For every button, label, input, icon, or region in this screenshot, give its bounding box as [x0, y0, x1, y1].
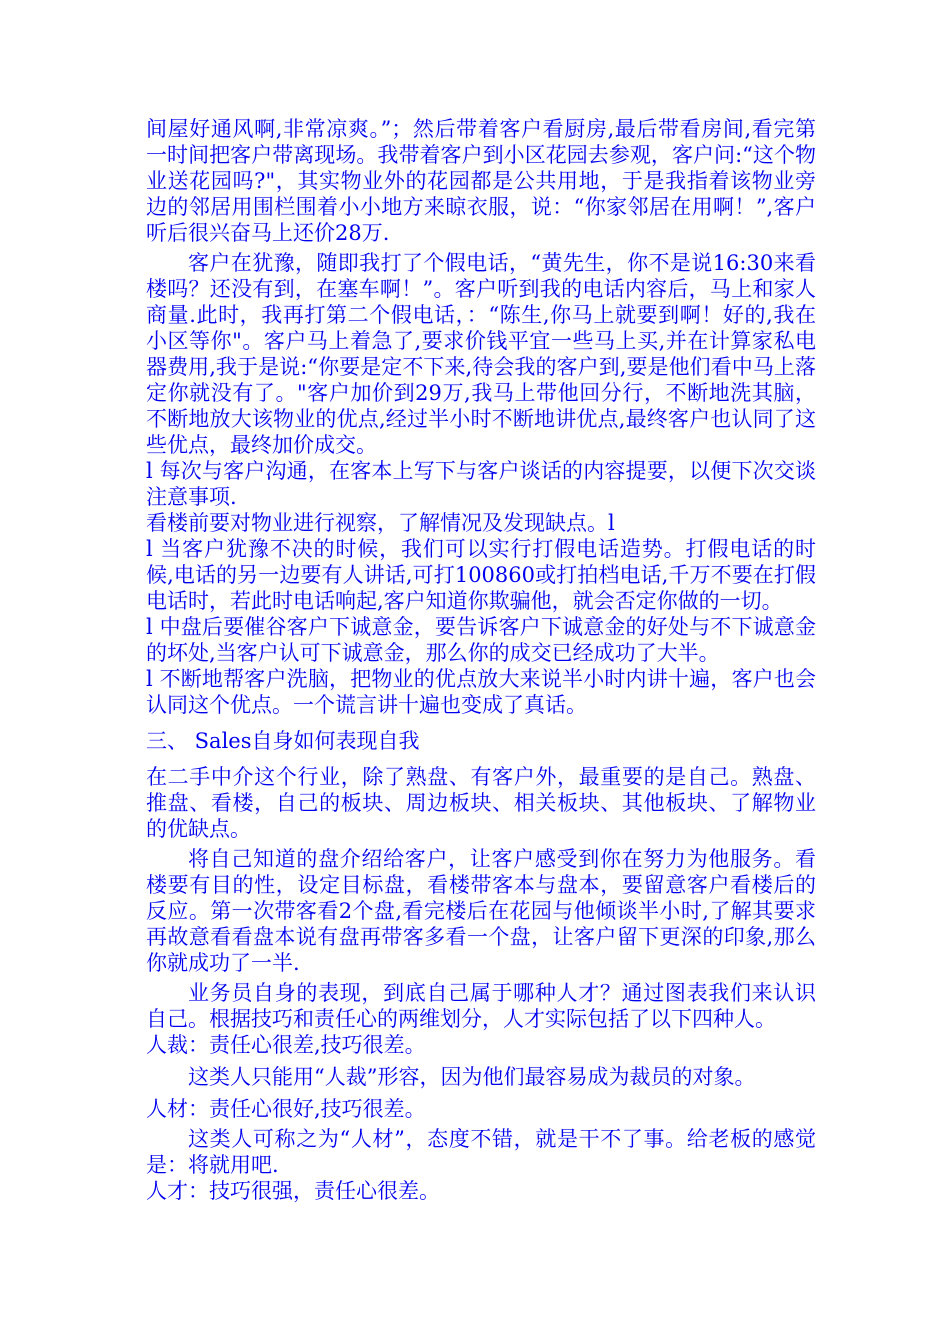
tip-item-repeat-advantages: l 不断地帮客户洗脑，把物业的优点放大来说半小时内讲十遍，客户也会认同这个优点。一个谎言讲十遍也变成了真话。 [146, 667, 816, 717]
tip-item-deposit: l 中盘后要催谷客户下诚意金，要告诉客户下诚意金的好处与不下诚意金的坏处,当客户认可下诚意金，那么你的成交已经成功了大半。 [146, 615, 816, 665]
talent-type-description-material: 这类人可称之为“人材”，态度不错，就是干不了事。给老板的感觉是：将就用吧. [146, 1127, 816, 1177]
talent-type-heading-rencai-cut: 人裁：责任心很差,技巧很差。 [146, 1033, 426, 1057]
paragraph-talent-types: 业务员自身的表现，到底自己属于哪种人才？通过图表我们来认识自己。根据技巧和责任心的两维划分，人才实际包括了以下四种人。 [146, 981, 816, 1031]
tip-item-record-notes: l 每次与客户沟通，在客本上写下与客户谈话的内容提要，以便下次交谈注意事项. [146, 459, 816, 509]
section-heading-self-presentation: 三、 Sales自身如何表现自我 [146, 729, 420, 753]
paragraph-know-yourself: 在二手中介这个行业，除了熟盘、有客户外，最重要的是自己。熟盘、推盘、看楼，自己的板块、周边板块、相关板块、其他板块、了解物业的优缺点。 [146, 765, 816, 841]
tip-item-inspect-property: 看楼前要对物业进行视察，了解情况及发现缺点。l [146, 511, 615, 535]
talent-type-heading-rencai-material: 人材：责任心很好,技巧很差。 [146, 1097, 426, 1121]
tip-item-fake-phone-calls: l 当客户犹豫不决的时候，我们可以实行打假电话造势。打假电话的时候,电话的另一边要有人讲话,可打100860或打拍档电话,千万不要在打假电话时，若此时电话响起,客户知道你欺骗他，就会否定你做的一切。 [146, 537, 816, 613]
talent-type-heading-rencai-talent: 人才：技巧很强，责任心很差。 [146, 1179, 440, 1203]
document-body [146, 116, 816, 1204]
paragraph-house-viewing-story: 间屋好通风啊,非常凉爽。”；然后带着客户看厨房,最后带看房间,看完第一时间把客户带离现场。我带着客户到小区花园去参观，客户问:“这个物业送花园吗?"，其实物业外的花园都是公共用地，于是我指着该物业旁边的邻居用围栏围着小小地方来晾衣服，说：“你家邻居在用啊！”,客户听后很兴奋马上还价28万. [146, 117, 816, 245]
talent-type-description-cut: 这类人只能用“人裁”形容，因为他们最容易成为裁员的对象。 [188, 1065, 756, 1089]
paragraph-introduce-listings: 将自己知道的盘介绍给客户，让客户感受到你在努力为他服务。看楼要有目的性，设定目标盘，看楼带客本与盘本，要留意客户看楼后的反应。第一次带客看2个盘,看完楼后在花园与他倾谈半小时,了解其要求再故意看看盘本说有盘再带客多看一个盘，让客户留下更深的印象,那么你就成功了一半. [146, 847, 816, 975]
paragraph-fake-phone-call-story: 客户在犹豫，随即我打了个假电话，“黄先生，你不是说16:30来看楼吗？还没有到，在塞车啊！”。客户听到我的电话内容后，马上和家人商量.此时，我再打第二个假电话，：“陈生,你马上就要到啊！好的,我在小区等你"。客户马上着急了,要求价钱平宜一些马上买,并在计算家私电器费用,我于是说:“你要是定不下来,待会我的客户到,要是他们看中马上落定你就没有了。"客户加价到29万,我马上带他回分行，不断地洗其脑，不断地放大该物业的优点,经过半小时不断地讲优点,最终客户也认同了这些优点，最终加价成交。 [146, 251, 816, 457]
